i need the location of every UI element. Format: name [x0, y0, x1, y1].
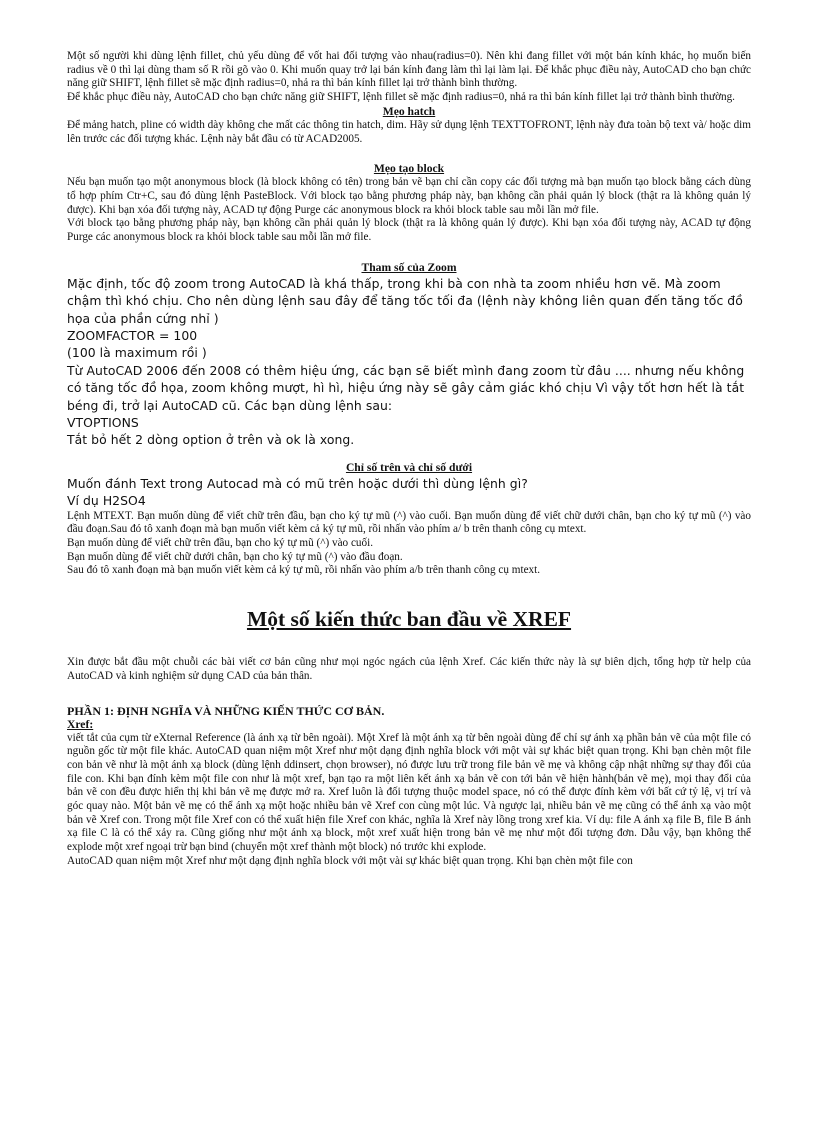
subsup-paragraph-2: Bạn muốn dùng để viết chữ trên đầu, bạn cho ký tự mũ (^) vào cuối.	[67, 537, 374, 550]
zoom-command-2: VTOPTIONS	[67, 414, 139, 430]
fillet-paragraph-2: Để khắc phục điều này, AutoCAD cho bạn chức năng giữ SHIFT, lệnh fillet sẽ mặc định radius=0, nhả ra thì bán kính fillet lại trở thành bình thường.	[67, 91, 735, 104]
zoom-note: (100 là maximum rồi )	[67, 345, 207, 361]
subsup-heading: Chỉ số trên và chỉ số dưới	[345, 460, 473, 474]
zoom-text: Mặc định, tốc độ zoom trong AutoCAD là khá thấp, trong khi bà con nhà ta zoom nhiều hơn vẽ. Mà zoom chậm thì khó chịu. Cho nên dùng lệnh sau đây để tăng tốc tối đa (lệnh này không liên quan đến tăng tốc đồ họa của phần cứng nhỉ )	[67, 275, 743, 326]
subsup-example: Ví dụ H2SO4	[67, 493, 146, 509]
zoom-text-3: Tắt bỏ hết 2 dòng option ở trên và ok là xong.	[67, 432, 355, 448]
xref-title: Một số kiến thức ban đầu về XREF	[246, 607, 572, 632]
xref-paragraph: viết tắt của cụm từ eXternal Reference (là ánh xạ từ bên ngoài). Một Xref là một ánh xạ từ bên ngoài dùng để chỉ sự ánh xạ phần bản vẽ của một file có nguồn gốc từ một file khác. AutoCAD quan niệm một Xref như một dạng định nghĩa block với một vài sự khác biệt quan trọng. Khi bạn chèn một file con bản vẽ như là một ánh xạ block (dùng lệnh ddinsert, chọn browser), nó được lưu trữ trong file bản vẽ mẹ và không cập nhật những sự thay đổi của file con. Khi bạn đính kèm một file con như là một xref, bạn tạo ra một liên kết ánh xạ bản vẽ con tới bản vẽ hiện hành(bản vẽ mẹ), mọi thay đổi của bản vẽ con đều được hiển thị khi bản vẽ mẹ được mở ra. Xref luôn là đối tượng thuộc model space, nó có thể được đính kèm với bất cứ tỷ lệ, vị trí và góc quay nào. Một bản vẽ mẹ có thể ánh xạ một hoặc nhiều bản vẽ Xref con cùng một lúc. Và ngược lại, nhiều bản vẽ mẹ cũng có thể ánh xạ vào một bản vẽ Xref con. Trong một file Xref con có thể xuất hiện file Xref con khác, nghĩa là Xref này lồng trong xref kia. Ví dụ: file A ánh xạ file B, file B ánh xạ file C là có thể xảy ra. Cũng giống như một ánh xạ block, một xref xuất hiện trong bản vẽ mẹ như một đối tượng đơn. Dẫu vậy, bạn không thể explode một xref ngoại trừ bạn bind (chuyển một xref thành một block) nó trước khi explode.	[67, 731, 751, 854]
hatch-paragraph: Để mảng hatch, pline có width dày không che mất các thông tin hatch, dim. Hãy sử dụng lệnh TEXTTOFRONT, lệnh này đưa toàn bộ text và/ hoặc dim lên trước các đối tượng khác. Lệnh này bắt đầu có từ ACAD2005.	[67, 118, 751, 145]
document-page	[67, 50, 751, 869]
part1-heading: PHẦN 1: ĐỊNH NGHĨA VÀ NHỮNG KIẾN THỨC CƠ BẢN.	[67, 703, 385, 718]
block-heading: Mẹo tạo block	[373, 162, 445, 176]
xref-paragraph-2: AutoCAD quan niệm một Xref như một dạng định nghĩa block với một vài sự khác biệt quan trọng. Khi bạn chèn một file con	[67, 854, 633, 867]
zoom-heading: Tham số của Zoom	[361, 260, 457, 274]
block-paragraph: Nếu bạn muốn tạo một anonymous block (là block không có tên) trong bản vẽ bạn chỉ cần copy các đối tượng mà bạn muốn tạo block bằng cách dùng tổ hợp phím Ctr+C, sau đó dùng lệnh PasteBlock. Với block tạo bằng phương pháp này, bạn không cần phải quản lý block (thật ra là không quản lý được). Khi bạn xóa đối tượng này, ACAD tự động Purge các anonymous block ra khỏi block table sau mỗi lần mở file.	[67, 176, 751, 216]
hatch-heading: Mẹo hatch	[382, 104, 436, 118]
subsup-paragraph-4: Sau đó tô xanh đoạn mà bạn muốn viết kèm cả ký tự mũ, rồi nhấn vào phím a/b trên thanh công cụ mtext.	[67, 564, 541, 577]
xref-subheading: Xref:	[67, 717, 94, 731]
xref-intro: Xin được bắt đầu một chuỗi các bài viết cơ bản cũng như mọi ngóc ngách của lệnh Xref. Các kiến thức này là sự biên dịch, tổng hợp từ help của AutoCAD và kinh nghiệm sử dụng CAD của bản thân.	[67, 656, 751, 682]
block-paragraph-2: Với block tạo bằng phương pháp này, bạn không cần phải quản lý block (thật ra là không quản lý được). Khi bạn xóa đối tượng này, ACAD tự động Purge các anonymous block ra khỏi block table sau mỗi lần mở file.	[67, 217, 751, 244]
subsup-question: Muốn đánh Text trong Autocad mà có mũ trên hoặc dưới thì dùng lệnh gì?	[67, 475, 528, 491]
zoom-command: ZOOMFACTOR = 100	[67, 327, 198, 343]
zoom-text-2: Từ AutoCAD 2006 đến 2008 có thêm hiệu ứng, các bạn sẽ biết mình đang zoom từ đâu .... nhưng nếu không có tăng tốc đồ họa, zoom không mượt, hì hì, hiệu ứng này sẽ gây cảm giác khó chịu Vì vậy tốt hơn hết là tắt béng đi, trở lại AutoCAD cũ. Các bạn dùng lệnh sau:	[67, 362, 745, 413]
subsup-paragraph: Lệnh MTEXT. Bạn muốn dùng để viết chữ trên đầu, bạn cho ký tự mũ (^) vào cuối. Bạn muốn dùng để viết chữ dưới chân, bạn cho ký tự mũ (^) vào đầu đoạn.Sau đó tô xanh đoạn mà bạn muốn viết kèm cả ký tự mũ, rồi nhấn vào phím a/ b trên thanh công cụ mtext.	[67, 509, 751, 536]
subsup-paragraph-3: Bạn muốn dùng để viết chữ dưới chân, bạn cho ký tự mũ (^) vào đầu đoạn.	[67, 550, 403, 563]
fillet-paragraph: Một số người khi dùng lệnh fillet, chủ yếu dùng để vốt hai đối tượng vào nhau(radius=0). Nên khi đang fillet với một bán kính khác, họ muốn biến radius về 0 thì lại dùng tham số R rồi gõ vào 0. Khi muốn quay trở lại bán kính đang làm thì lại làm lại. Để khắc phục điều này, AutoCAD cho bạn chức năng giữ SHIFT, lệnh fillet sẽ mặc định radius=0, nhả ra thì bán kính fillet lại trở thành bình thường.	[67, 50, 751, 90]
